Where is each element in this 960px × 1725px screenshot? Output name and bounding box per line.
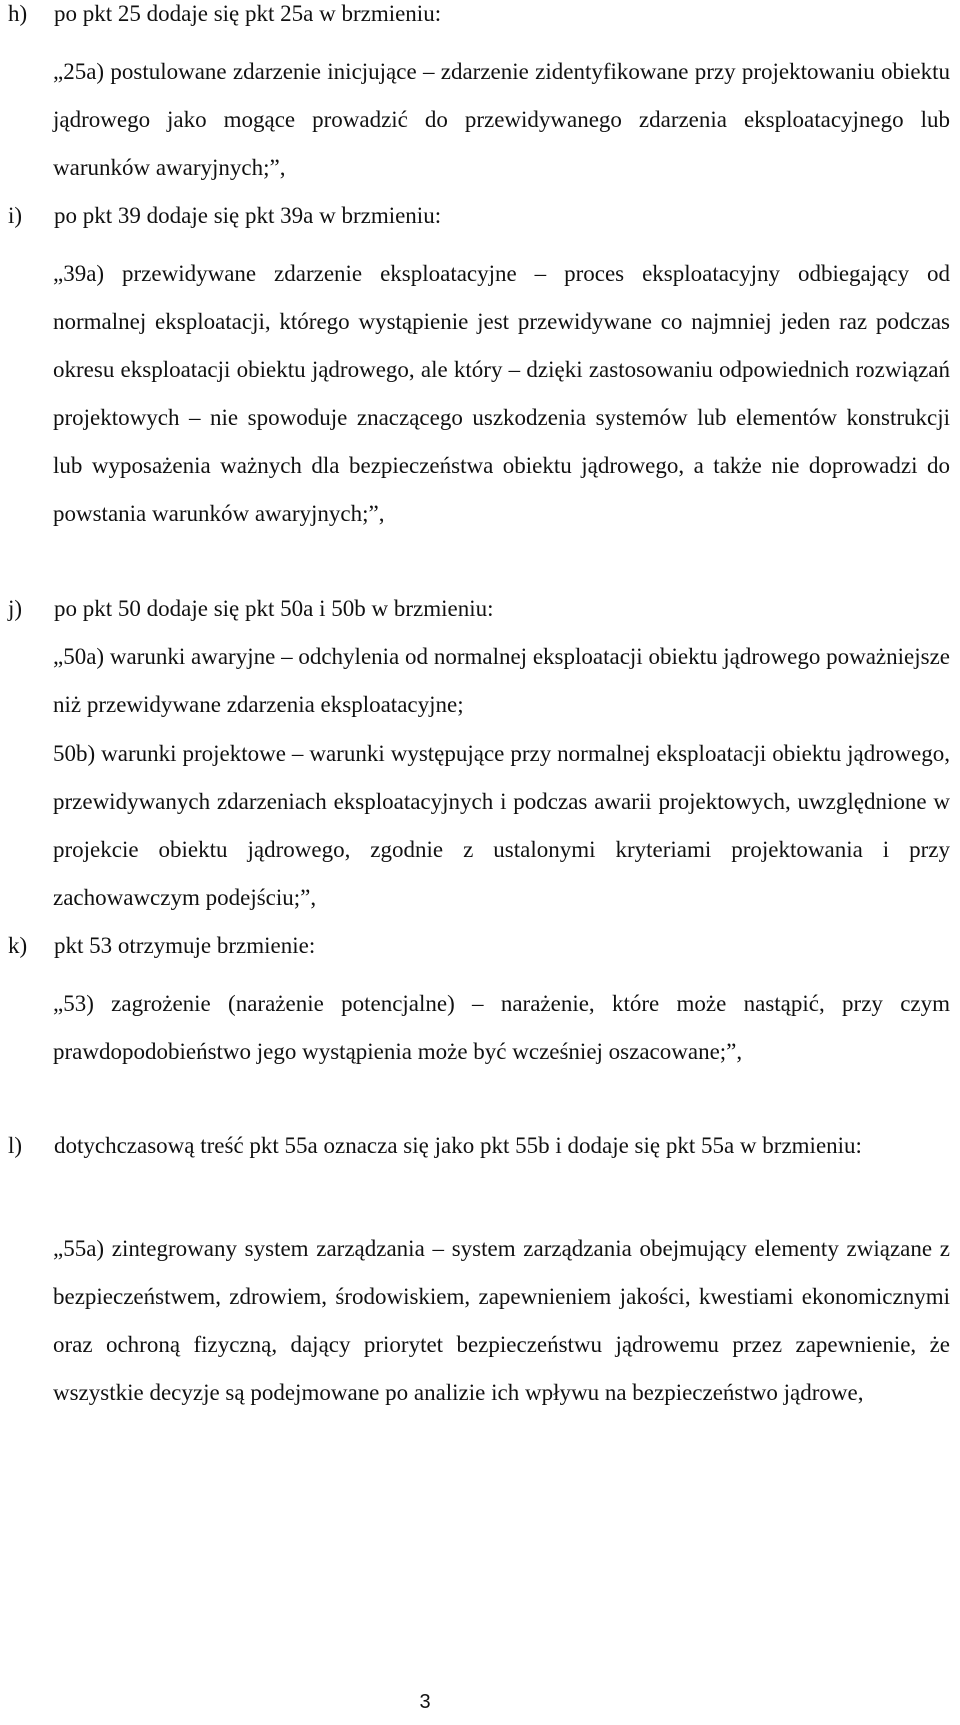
item-text-k: pkt 53 otrzymuje brzmienie: bbox=[54, 933, 316, 958]
item-label-l: l) bbox=[8, 1133, 23, 1158]
item-text-l: dotychczasową treść pkt 55a oznacza się jako pkt 55b i dodaje się pkt 55a w brzmieniu: bbox=[54, 1133, 862, 1158]
list-item-j bbox=[8, 585, 950, 633]
list-item-h bbox=[8, 0, 950, 38]
quote-53: „53) zagrożenie (narażenie potencjalne) – narażenie, które może nastąpić, przy czym prawdopodobieństwo jego wystąpienia może być wcześniej oszacowane;”, bbox=[53, 991, 950, 1064]
item-text-h: po pkt 25 dodaje się pkt 25a w brzmieniu: bbox=[54, 1, 442, 26]
item-label-i: i) bbox=[8, 203, 23, 228]
list-item-i bbox=[8, 192, 950, 240]
item-text-j: po pkt 50 dodaje się pkt 50a i 50b w brzmieniu: bbox=[54, 596, 494, 621]
quote-25a: „25a) postulowane zdarzenie inicjujące – zdarzenie zidentyfikowane przy projektowaniu obiektu jądrowego jako mogące prowadzić do przewidywanego zdarzenia eksploatacyjnego lub warunków awaryjnych;”, bbox=[53, 59, 950, 180]
list-item-l bbox=[8, 1122, 950, 1170]
quote-50b: 50b) warunki projektowe – warunki występujące przy normalnej eksploatacji obiektu jądrowego, przewidywanych zdarzeniach eksploatacyjnych i podczas awarii projektowych, uwzględnione w projekcie obiektu jądrowego, zgodnie z ustalonymi kryteriami projektowania i przy zachowawczym podejściu;”, bbox=[53, 741, 950, 910]
list-item-k bbox=[8, 922, 950, 970]
item-label-j: j) bbox=[8, 596, 23, 621]
quote-39a: „39a) przewidywane zdarzenie eksploatacyjne – proces eksploatacyjny odbiegający od normalnej eksploatacji, którego wystąpienie jest przewidywane co najmniej jeden raz podczas okresu eksploatacji obiektu jądrowego, ale który – dzięki zastosowaniu odpowiednich rozwiązań projektowych – nie spowoduje znaczącego uszkodzenia systemów lub elementów konstrukcji lub wyposażenia ważnych dla bezpieczeństwa obiektu jądrowego, a także nie doprowadzi do powstania warunków awaryjnych;”, bbox=[53, 261, 950, 526]
item-text-i: po pkt 39 dodaje się pkt 39a w brzmieniu: bbox=[54, 203, 442, 228]
item-label-k: k) bbox=[8, 933, 28, 958]
item-label-h: h) bbox=[8, 1, 28, 26]
quote-55a: „55a) zintegrowany system zarządzania – system zarządzania obejmujący elementy związane z bezpieczeństwem, zdrowiem, środowiskiem, zapewnieniem jakości, kwestiami ekonomicznymi oraz ochroną fizyczną, dający priorytet bezpieczeństwu jądrowemu przez zapewnienie, że wszystkie decyzje są podejmowane po analizie ich wpływu na bezpieczeństwo jądrowe, bbox=[53, 1236, 950, 1405]
page-number: 3 bbox=[419, 1691, 431, 1713]
quote-50a: „50a) warunki awaryjne – odchylenia od normalnej eksploatacji obiektu jądrowego poważniejsze niż przewidywane zdarzenia eksploatacyjne; bbox=[53, 644, 950, 717]
